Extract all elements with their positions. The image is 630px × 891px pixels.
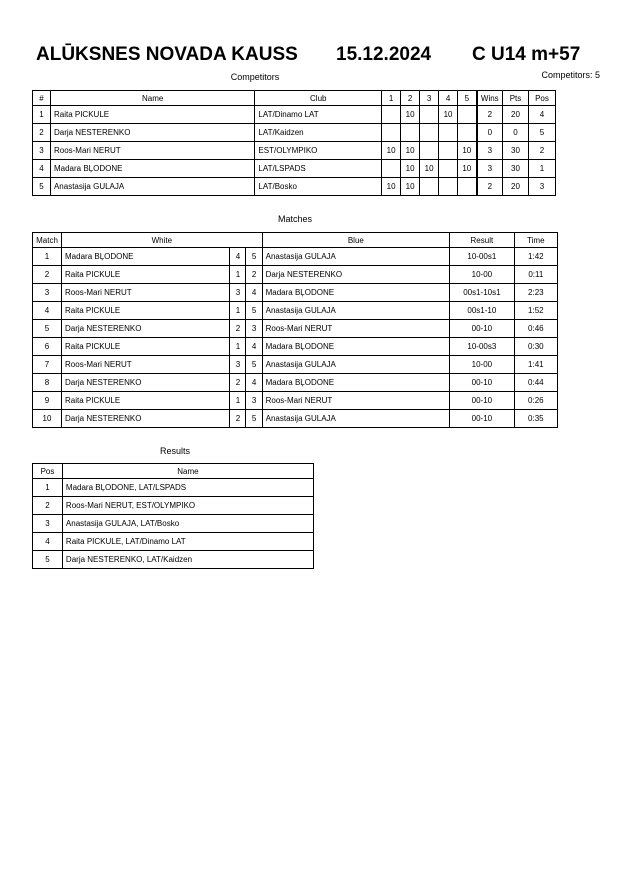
match-row <box>33 284 558 302</box>
match-row <box>33 374 558 392</box>
score-cell <box>458 106 477 124</box>
match-result: 00-10 <box>450 374 515 392</box>
match-row <box>33 392 558 410</box>
score-cell: 10 <box>401 142 420 160</box>
white-number: 1 <box>230 338 246 356</box>
blue-competitor: Madara BĻODONE <box>262 374 450 392</box>
competitor-club: LAT/Dinamo LAT <box>255 106 382 124</box>
competitor-number: 2 <box>33 124 51 142</box>
white-number: 2 <box>230 374 246 392</box>
competitors-section-title: Competitors <box>230 72 280 82</box>
competitor-row <box>33 106 556 124</box>
competitor-points: 0 <box>503 124 529 142</box>
score-cell <box>458 178 477 196</box>
match-row <box>33 302 558 320</box>
match-time: 0:44 <box>514 374 557 392</box>
score-cell: 10 <box>382 178 401 196</box>
white-number: 3 <box>230 284 246 302</box>
match-result: 00s1-10s1 <box>450 284 515 302</box>
category-label: C U14 m+57 <box>472 44 581 65</box>
blue-number: 4 <box>246 374 262 392</box>
match-time: 2:23 <box>514 284 557 302</box>
result-name: Raita PICKULE, LAT/Dinamo LAT <box>62 533 313 551</box>
col-header: Club <box>255 91 382 106</box>
match-result: 10-00 <box>450 266 515 284</box>
result-name: Madara BĻODONE, LAT/LSPADS <box>62 479 313 497</box>
white-competitor: Raita PICKULE <box>62 338 230 356</box>
score-cell <box>401 124 420 142</box>
score-cell <box>439 124 458 142</box>
competitor-wins: 0 <box>477 124 503 142</box>
competitor-name: Darja NESTERENKO <box>50 124 254 142</box>
score-cell: 10 <box>420 160 439 178</box>
white-competitor: Roos-Mari NERUT <box>62 356 230 374</box>
result-position: 3 <box>33 515 63 533</box>
white-number: 1 <box>230 392 246 410</box>
match-time: 0:35 <box>514 410 557 428</box>
event-date: 15.12.2024 <box>336 44 432 65</box>
competitor-row <box>33 124 556 142</box>
blue-number: 5 <box>246 302 262 320</box>
result-position: 4 <box>33 533 63 551</box>
blue-number: 5 <box>246 356 262 374</box>
competitor-name: Roos-Mari NERUT <box>50 142 254 160</box>
competitor-name: Raita PICKULE <box>50 106 254 124</box>
competitor-club: LAT/Bosko <box>255 178 382 196</box>
match-row <box>33 266 558 284</box>
match-result: 10-00s3 <box>450 338 515 356</box>
competitors-count: Competitors: 5 <box>541 70 600 80</box>
score-cell <box>382 106 401 124</box>
score-cell: 10 <box>458 160 477 178</box>
competitor-wins: 3 <box>477 160 503 178</box>
col-header: White <box>62 233 263 248</box>
score-cell <box>420 142 439 160</box>
competitor-position: 4 <box>528 106 555 124</box>
competitor-club: EST/OLYMPIKO <box>255 142 382 160</box>
match-number: 1 <box>33 248 62 266</box>
matches-table <box>32 232 558 428</box>
score-cell <box>439 160 458 178</box>
result-row <box>33 515 314 533</box>
col-header: 3 <box>420 91 439 106</box>
blue-number: 3 <box>246 320 262 338</box>
competitor-wins: 2 <box>477 178 503 196</box>
competitor-wins: 3 <box>477 142 503 160</box>
competitors-table <box>32 90 556 196</box>
competitor-points: 30 <box>503 142 529 160</box>
competitor-number: 1 <box>33 106 51 124</box>
result-position: 5 <box>33 551 63 569</box>
white-number: 4 <box>230 248 246 266</box>
result-row <box>33 551 314 569</box>
match-number: 10 <box>33 410 62 428</box>
col-header: # <box>33 91 51 106</box>
blue-number: 3 <box>246 392 262 410</box>
match-row <box>33 248 558 266</box>
blue-competitor: Madara BĻODONE <box>262 338 450 356</box>
score-cell <box>420 106 439 124</box>
blue-number: 4 <box>246 338 262 356</box>
col-header: Match <box>33 233 62 248</box>
result-row <box>33 479 314 497</box>
white-competitor: Raita PICKULE <box>62 302 230 320</box>
match-number: 2 <box>33 266 62 284</box>
match-number: 7 <box>33 356 62 374</box>
col-header: Result <box>450 233 515 248</box>
white-competitor: Raita PICKULE <box>62 266 230 284</box>
result-name: Anastasija GULAJA, LAT/Bosko <box>62 515 313 533</box>
match-result: 10-00s1 <box>450 248 515 266</box>
col-header: Pos <box>528 91 555 106</box>
score-cell <box>439 142 458 160</box>
match-row <box>33 320 558 338</box>
white-number: 1 <box>230 266 246 284</box>
score-cell: 10 <box>401 106 420 124</box>
col-header: Time <box>514 233 557 248</box>
score-cell: 10 <box>439 106 458 124</box>
competitor-position: 3 <box>528 178 555 196</box>
score-cell <box>382 160 401 178</box>
competitor-points: 20 <box>503 178 529 196</box>
match-row <box>33 410 558 428</box>
competitor-name: Madara BĻODONE <box>50 160 254 178</box>
col-header: Name <box>50 91 254 106</box>
score-cell: 10 <box>401 178 420 196</box>
results-table <box>32 463 314 569</box>
blue-competitor: Darja NESTERENKO <box>262 266 450 284</box>
white-competitor: Raita PICKULE <box>62 392 230 410</box>
match-number: 9 <box>33 392 62 410</box>
blue-competitor: Anastasija GULAJA <box>262 248 450 266</box>
score-cell: 10 <box>382 142 401 160</box>
col-header: 5 <box>458 91 477 106</box>
blue-competitor: Anastasija GULAJA <box>262 356 450 374</box>
page-header <box>32 44 600 70</box>
match-result: 00-10 <box>450 392 515 410</box>
match-time: 0:46 <box>514 320 557 338</box>
match-number: 4 <box>33 302 62 320</box>
col-header: 4 <box>439 91 458 106</box>
result-name: Darja NESTERENKO, LAT/Kaidzen <box>62 551 313 569</box>
blue-competitor: Roos-Mari NERUT <box>262 392 450 410</box>
white-number: 2 <box>230 320 246 338</box>
col-header: 1 <box>382 91 401 106</box>
score-cell <box>458 124 477 142</box>
match-result: 10-00 <box>450 356 515 374</box>
result-name: Roos-Mari NERUT, EST/OLYMPIKO <box>62 497 313 515</box>
col-header: Pos <box>33 464 63 479</box>
white-number: 3 <box>230 356 246 374</box>
blue-number: 5 <box>246 410 262 428</box>
blue-number: 5 <box>246 248 262 266</box>
col-header: Blue <box>262 233 450 248</box>
match-time: 1:41 <box>514 356 557 374</box>
score-cell: 10 <box>401 160 420 178</box>
match-time: 1:42 <box>514 248 557 266</box>
competitor-number: 3 <box>33 142 51 160</box>
competitor-position: 5 <box>528 124 555 142</box>
white-competitor: Darja NESTERENKO <box>62 320 230 338</box>
col-header: Pts <box>503 91 529 106</box>
competitor-number: 4 <box>33 160 51 178</box>
competitors-header-row <box>33 91 556 106</box>
col-header: Wins <box>477 91 503 106</box>
competitor-row <box>33 160 556 178</box>
match-number: 8 <box>33 374 62 392</box>
white-number: 1 <box>230 302 246 320</box>
match-number: 3 <box>33 284 62 302</box>
blue-competitor: Anastasija GULAJA <box>262 302 450 320</box>
result-position: 1 <box>33 479 63 497</box>
match-time: 0:11 <box>514 266 557 284</box>
score-cell: 10 <box>458 142 477 160</box>
match-result: 00s1-10 <box>450 302 515 320</box>
col-header: 2 <box>401 91 420 106</box>
event-title: ALŪKSNES NOVADA KAUSS <box>36 44 298 65</box>
results-section-title: Results <box>159 446 190 456</box>
matches-section-title: Matches <box>277 214 312 224</box>
competitor-position: 1 <box>528 160 555 178</box>
competitor-position: 2 <box>528 142 555 160</box>
matches-header-row <box>33 233 558 248</box>
score-cell <box>439 178 458 196</box>
result-position: 2 <box>33 497 63 515</box>
white-competitor: Madara BĻODONE <box>62 248 230 266</box>
col-header: Name <box>62 464 313 479</box>
match-time: 0:26 <box>514 392 557 410</box>
match-number: 5 <box>33 320 62 338</box>
competitor-points: 30 <box>503 160 529 178</box>
match-result: 00-10 <box>450 320 515 338</box>
blue-competitor: Roos-Mari NERUT <box>262 320 450 338</box>
result-row <box>33 497 314 515</box>
blue-competitor: Anastasija GULAJA <box>262 410 450 428</box>
competitor-club: LAT/Kaidzen <box>255 124 382 142</box>
white-competitor: Darja NESTERENKO <box>62 410 230 428</box>
match-row <box>33 338 558 356</box>
competitor-row <box>33 178 556 196</box>
competitor-club: LAT/LSPADS <box>255 160 382 178</box>
blue-competitor: Madara BĻODONE <box>262 284 450 302</box>
score-cell <box>420 178 439 196</box>
match-time: 0:30 <box>514 338 557 356</box>
white-competitor: Darja NESTERENKO <box>62 374 230 392</box>
match-result: 00-10 <box>450 410 515 428</box>
score-cell <box>382 124 401 142</box>
white-competitor: Roos-Mari NERUT <box>62 284 230 302</box>
match-number: 6 <box>33 338 62 356</box>
competitor-wins: 2 <box>477 106 503 124</box>
match-row <box>33 356 558 374</box>
competitor-points: 20 <box>503 106 529 124</box>
competitor-row <box>33 142 556 160</box>
competitor-name: Anastasija GULAJA <box>50 178 254 196</box>
results-header-row <box>33 464 314 479</box>
score-cell <box>420 124 439 142</box>
white-number: 2 <box>230 410 246 428</box>
blue-number: 4 <box>246 284 262 302</box>
competitor-number: 5 <box>33 178 51 196</box>
match-time: 1:52 <box>514 302 557 320</box>
blue-number: 2 <box>246 266 262 284</box>
result-row <box>33 533 314 551</box>
